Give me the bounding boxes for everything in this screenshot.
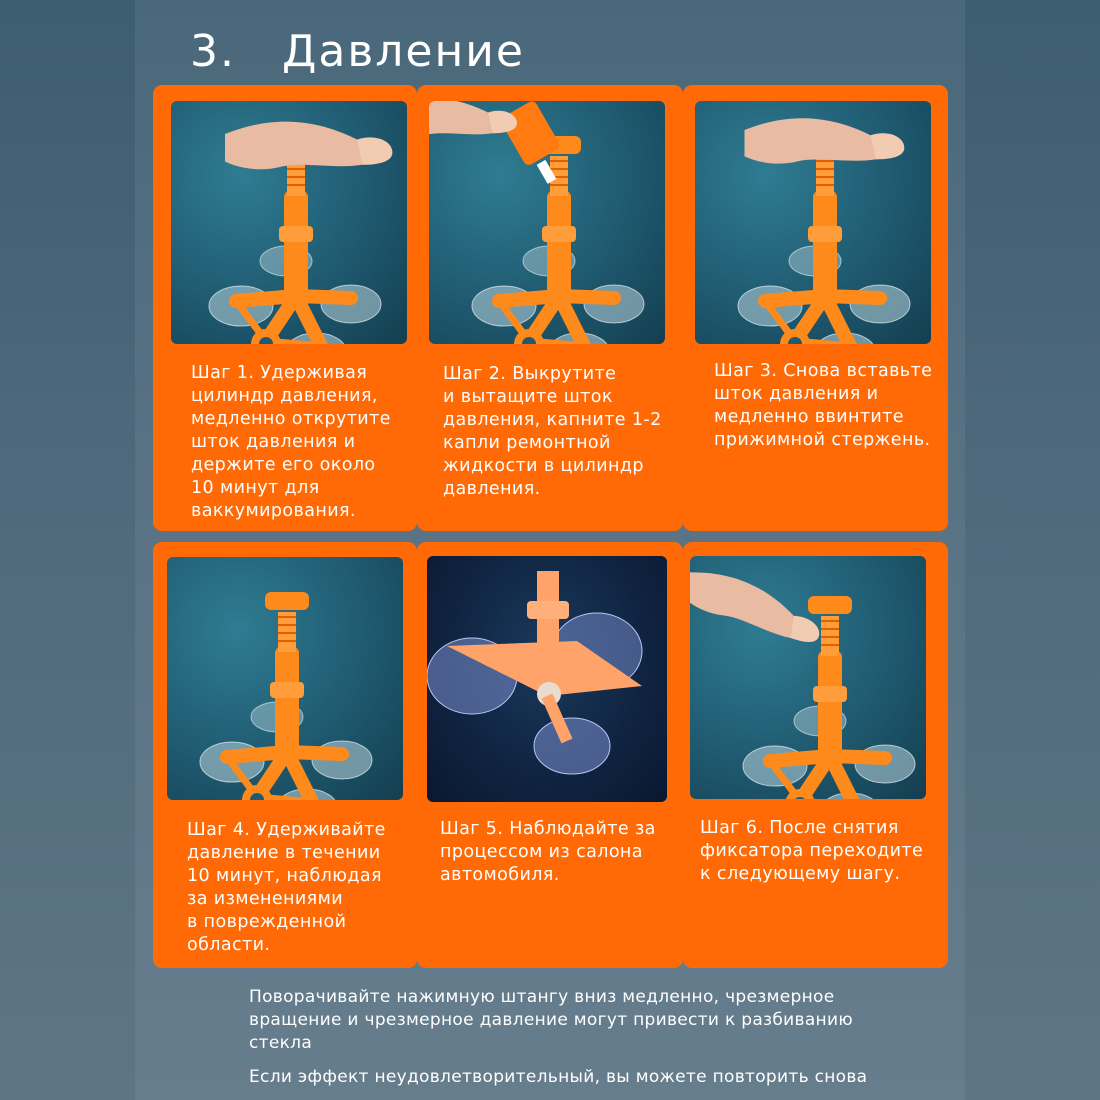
- step-photo-4: [167, 557, 403, 800]
- page-title: [190, 26, 525, 77]
- step-card-6: [683, 542, 948, 968]
- step-card-2: [417, 85, 683, 531]
- step-card-4: [153, 542, 417, 968]
- step-caption-1: Шаг 1. Удерживая цилиндр давления, медленно открутите шток давления и держите его около 10 минут для ваккумирования.: [191, 363, 391, 521]
- step-card-5: [417, 542, 683, 968]
- step-caption-6: Шаг 6. После снятия фиксатора переходите к следующему шагу.: [700, 818, 924, 884]
- step-caption-3: Шаг 3. Снова вставьте шток давления и медленно ввинтите прижимной стержень.: [714, 361, 933, 450]
- step-photo-6: [690, 556, 926, 799]
- step-card-3: [683, 85, 948, 531]
- step-photo-5: [427, 556, 667, 802]
- step-caption-4: Шаг 4. Удерживайте давление в течении 10 минут, наблюдая за изменениями в поврежденной области.: [187, 820, 386, 955]
- step-photo-1: [171, 101, 407, 344]
- step-number: 3.: [190, 26, 236, 77]
- step-photo-2: [429, 101, 665, 344]
- step-caption-2: Шаг 2. Выкрутите и вытащите шток давления, капните 1-2 капли ремонтной жидкости в цилиндр давления.: [443, 364, 662, 499]
- section-title: Давление: [282, 26, 525, 77]
- step-caption-5: Шаг 5. Наблюдайте за процессом из салона автомобиля.: [440, 819, 656, 885]
- repeat-note: Если эффект неудовлетворительный, вы можете повторить снова: [249, 1067, 868, 1087]
- step-card-1: [153, 85, 417, 531]
- warning-note: Поворачивайте нажимную штангу вниз медленно, чрезмерное вращение и чрезмерное давление могут привести к разбиванию стекла: [249, 987, 853, 1053]
- step-photo-3: [695, 101, 931, 344]
